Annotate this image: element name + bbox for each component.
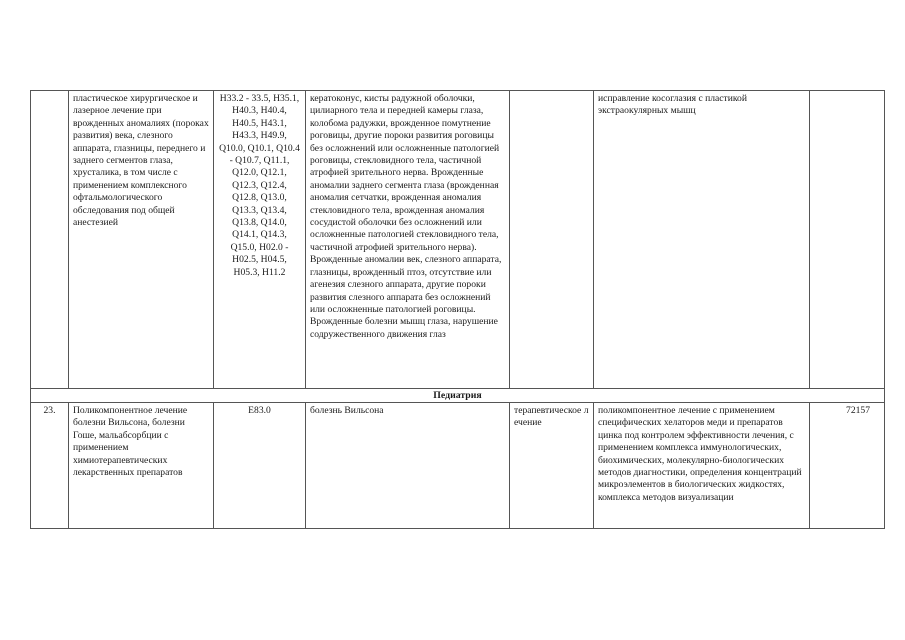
icd-codes-cell: E83.0 — [214, 403, 306, 529]
cost-cell: 72157 — [810, 403, 885, 529]
section-header-row — [31, 389, 885, 403]
patient-model-cell: кератоконус, кисты радужной оболочки, цилиарного тела и передней камеры глаза, колобома радужки, врожденное помутнение роговицы, другие пороки развития роговицы без осложнений или осложненные патологией роговицы, стекловидного тела, частичной атрофией зрительного нерва. Врожденные аномалии заднего сегмента глаза (врожденная аномалия сетчатки, врожденная аномалия стекловидного тела, врожденная аномалия сосудистой оболочки без осложнений или осложненные патологией стекловидного тела, частичной атрофией зрительного нерва). Врожденные аномалии век, слезного аппарата, глазницы, врожденный птоз, отсутствие или агенезия слезного аппарата, другие пороки развития слезного аппарата без осложнений или осложненные патологией роговицы. Врожденные болезни мышц глаза, нарушение содружественного движения глаз — [306, 91, 510, 389]
treatment-type-cell — [510, 91, 594, 389]
treatment-method-cell: поликомпонентное лечение с применением специфических хелаторов меди и препаратов цинка под контролем эффективности лечения, с применением комплекса иммунологических, биохимических, молекулярно-биологических методов диагностики, определения концентраций микроэлементов в биологических жидкостях, комплекса методов визуализации — [594, 403, 810, 529]
treatment-name-cell: пластическое хирургическое и лазерное лечение при врожденных аномалиях (пороках развития) века, слезного аппарата, глазницы, переднего и заднего сегментов глаза, хрусталика, в том числе с применением комплексного офтальмологического обследования под общей анестезией — [69, 91, 214, 389]
icd-codes-cell: H33.2 - 33.5, H35.1, H40.3, H40.4, H40.5, H43.1, H43.3, H49.9, Q10.0, Q10.1, Q10.4 - Q10.7, Q11.1, Q12.0, Q12.1, Q12.3, Q12.4, Q12.8, Q13.0, Q13.3, Q13.4, Q13.8, Q14.0, Q14.1, Q14.3, Q15.0, H02.0 - H02.5, H04.5, H05.3, H11.2 — [214, 91, 306, 389]
patient-model-cell: болезнь Вильсона — [306, 403, 510, 529]
medical-care-table — [30, 90, 885, 529]
treatment-method-cell: исправление косоглазия с пластикой экстраокулярных мышц — [594, 91, 810, 389]
section-title: Педиатрия — [31, 389, 885, 403]
row-number-cell: 23. — [31, 403, 69, 529]
table-row — [31, 91, 885, 389]
treatment-name-cell: Поликомпонентное лечение болезни Вильсона, болезни Гоше, мальабсорбции с применением химиотерапевтических лекарственных препаратов — [69, 403, 214, 529]
cost-cell — [810, 91, 885, 389]
table-row — [31, 403, 885, 529]
treatment-type-cell: терапевтическое лечение — [510, 403, 594, 529]
row-number-cell — [31, 91, 69, 389]
